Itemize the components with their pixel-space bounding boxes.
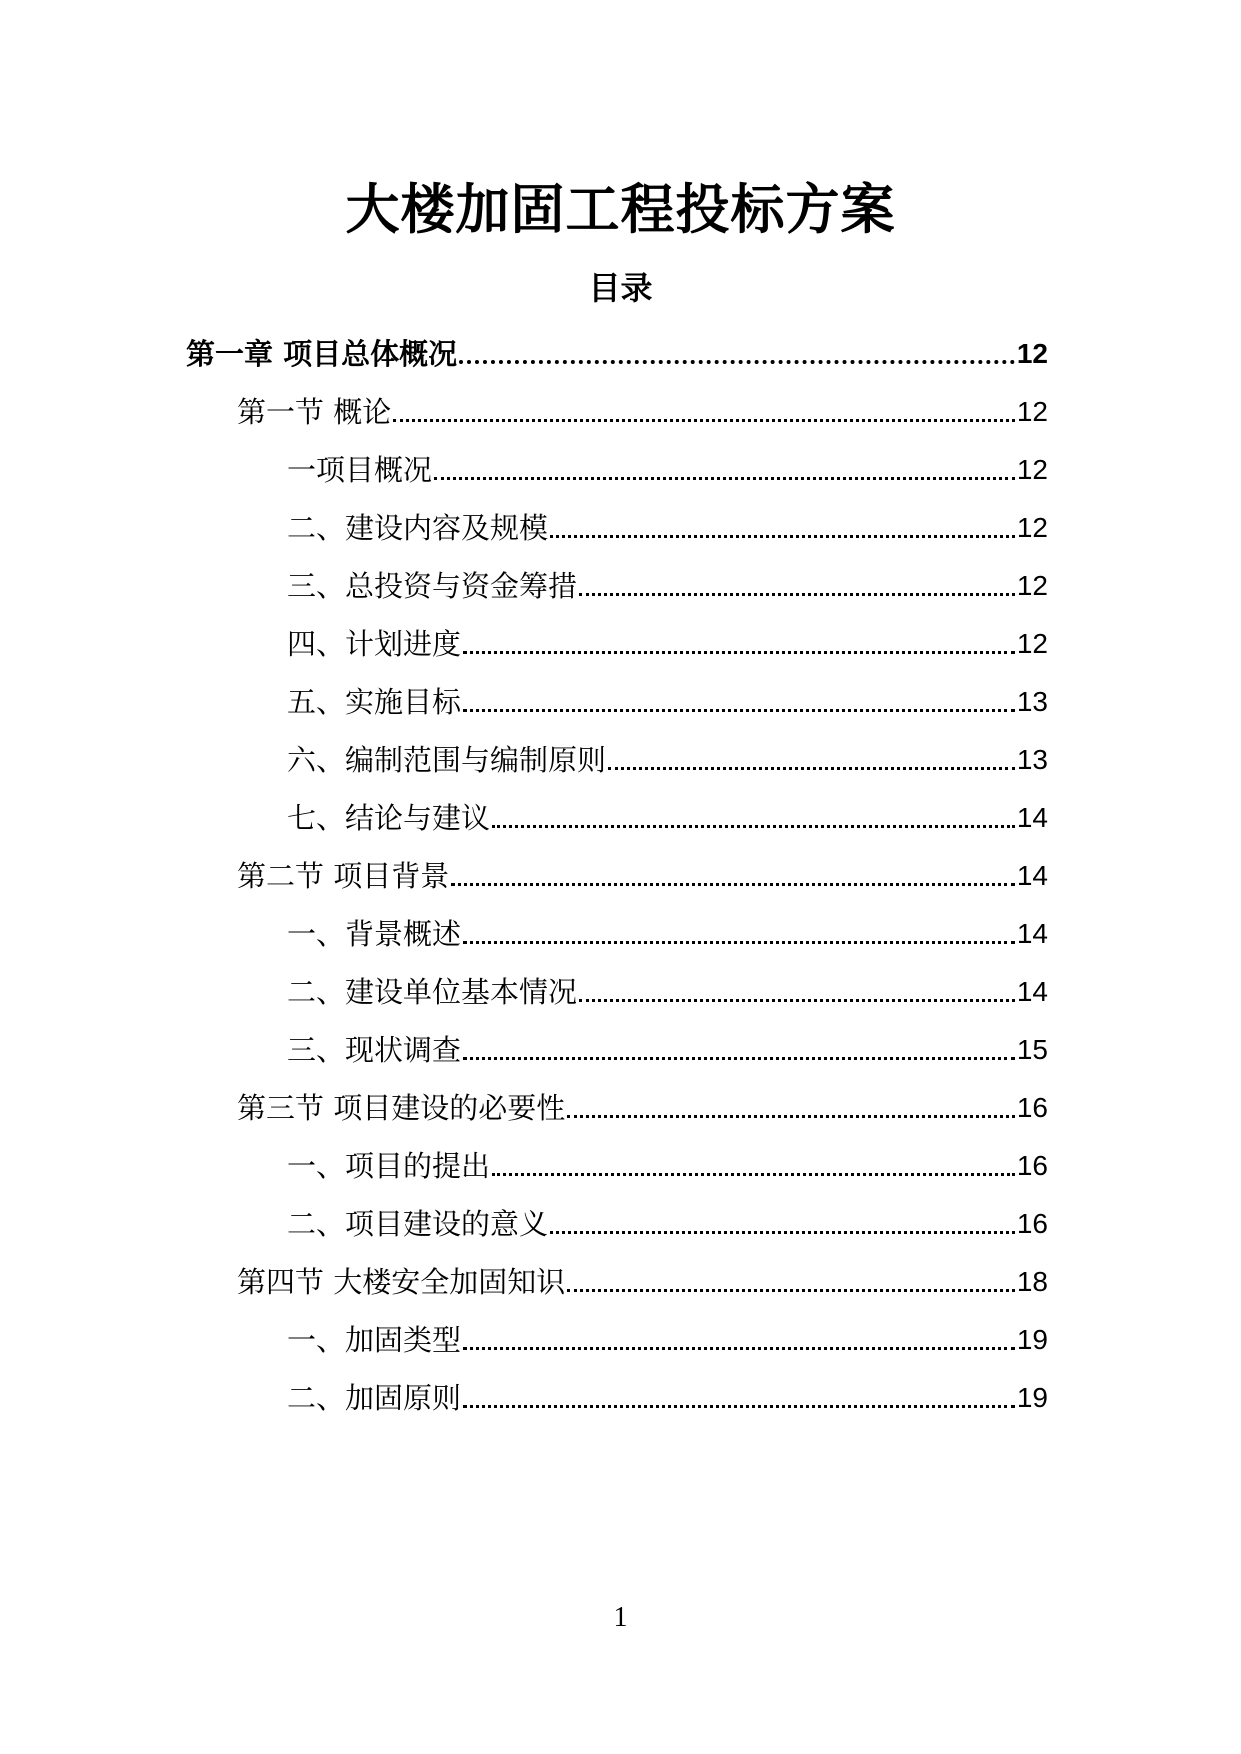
toc-entry-label: 第三节 项目建设的必要性: [237, 1091, 566, 1125]
toc-dot-leader: [434, 477, 1015, 480]
toc-entry-page: 13: [1016, 686, 1048, 717]
toc-entry-page: 12: [1016, 454, 1048, 485]
toc-dot-leader: [451, 883, 1015, 886]
toc-entry-label: 六、编制范围与编制原则: [287, 743, 607, 777]
toc-dot-leader: [463, 651, 1015, 654]
toc-entry[interactable]: [287, 908, 1048, 954]
toc-entry-label: 四、计划进度: [287, 627, 462, 661]
toc-entry[interactable]: [287, 1372, 1048, 1418]
toc-heading: 目录: [588, 269, 653, 307]
toc-entry-label: 三、总投资与资金筹措: [287, 569, 578, 603]
toc-entry[interactable]: [237, 1082, 1048, 1128]
toc-dot-leader: [463, 1057, 1015, 1060]
toc-entry[interactable]: [186, 328, 1048, 374]
toc-entry[interactable]: [237, 850, 1048, 896]
toc-entry-label: 第一节 概论: [237, 395, 392, 429]
page-number: 1: [613, 1602, 628, 1633]
toc-entry-label: 五、实施目标: [287, 685, 462, 719]
toc-entry-label: 第一章 项目总体概况: [186, 337, 458, 371]
toc-entry[interactable]: [287, 618, 1048, 664]
toc-dot-leader: [463, 1347, 1015, 1350]
toc-entry[interactable]: [287, 560, 1048, 606]
toc-entry[interactable]: [287, 502, 1048, 548]
toc-dot-leader: [567, 1115, 1015, 1118]
toc-entry[interactable]: [287, 792, 1048, 838]
toc-entry-page: 13: [1016, 744, 1048, 775]
toc-entry-label: 第四节 大楼安全加固知识: [237, 1265, 566, 1299]
toc-entry-page: 14: [1016, 976, 1048, 1007]
toc-entry[interactable]: [287, 444, 1048, 490]
toc-entry-page: 16: [1016, 1150, 1048, 1181]
toc-entry[interactable]: [287, 676, 1048, 722]
toc-entry-label: 二、加固原则: [287, 1381, 462, 1415]
toc-entry-page: 15: [1016, 1034, 1048, 1065]
toc-entry[interactable]: [287, 1140, 1048, 1186]
toc-entry-page: 12: [1016, 512, 1048, 543]
toc-entry-label: 七、结论与建议: [287, 801, 491, 835]
toc-dot-leader: [463, 1405, 1015, 1408]
toc-dot-leader: [393, 419, 1015, 422]
toc-dot-leader: [579, 999, 1015, 1002]
toc-entry-page: 12: [1016, 338, 1048, 369]
toc-dot-leader: [567, 1289, 1015, 1292]
toc-entry-label: 二、建设单位基本情况: [287, 975, 578, 1009]
toc-entry[interactable]: [287, 966, 1048, 1012]
toc-entry-page: 16: [1016, 1208, 1048, 1239]
toc-entry[interactable]: [287, 1024, 1048, 1070]
toc-entry-label: 一项目概况: [287, 453, 433, 487]
toc-dot-leader: [492, 1173, 1015, 1176]
toc-entry[interactable]: [287, 1314, 1048, 1360]
toc-entry-page: 18: [1016, 1266, 1048, 1297]
toc-entry-label: 二、建设内容及规模: [287, 511, 549, 545]
toc-dot-leader: [579, 593, 1015, 596]
toc-entry-label: 一、背景概述: [287, 917, 462, 951]
toc-dot-leader: [492, 825, 1015, 828]
toc-entry-page: 14: [1016, 918, 1048, 949]
toc-entry-page: 19: [1016, 1324, 1048, 1355]
toc-dot-leader: [550, 535, 1015, 538]
toc-dot-leader: [608, 767, 1015, 770]
toc-entry[interactable]: [237, 386, 1048, 432]
toc-dot-leader: [550, 1231, 1015, 1234]
document-title: 大楼加固工程投标方案: [345, 178, 896, 241]
toc-entry-page: 12: [1016, 570, 1048, 601]
toc-entry-page: 14: [1016, 802, 1048, 833]
toc-entry-page: 12: [1016, 628, 1048, 659]
toc-dot-leader: [459, 360, 1015, 364]
toc-entry[interactable]: [237, 1256, 1048, 1302]
toc-dot-leader: [463, 941, 1015, 944]
toc-entry[interactable]: [287, 734, 1048, 780]
toc-entry-page: 14: [1016, 860, 1048, 891]
toc-entry-page: 16: [1016, 1092, 1048, 1123]
toc-entry-page: 12: [1016, 396, 1048, 427]
toc-entry[interactable]: [287, 1198, 1048, 1244]
toc-dot-leader: [463, 709, 1015, 712]
toc-entry-label: 二、项目建设的意义: [287, 1207, 549, 1241]
toc-entry-label: 一、项目的提出: [287, 1149, 491, 1183]
toc-entry-page: 19: [1016, 1382, 1048, 1413]
toc-entry-label: 三、现状调查: [287, 1033, 462, 1067]
toc-entry-label: 第二节 项目背景: [237, 859, 450, 893]
toc-entry-label: 一、加固类型: [287, 1323, 462, 1357]
